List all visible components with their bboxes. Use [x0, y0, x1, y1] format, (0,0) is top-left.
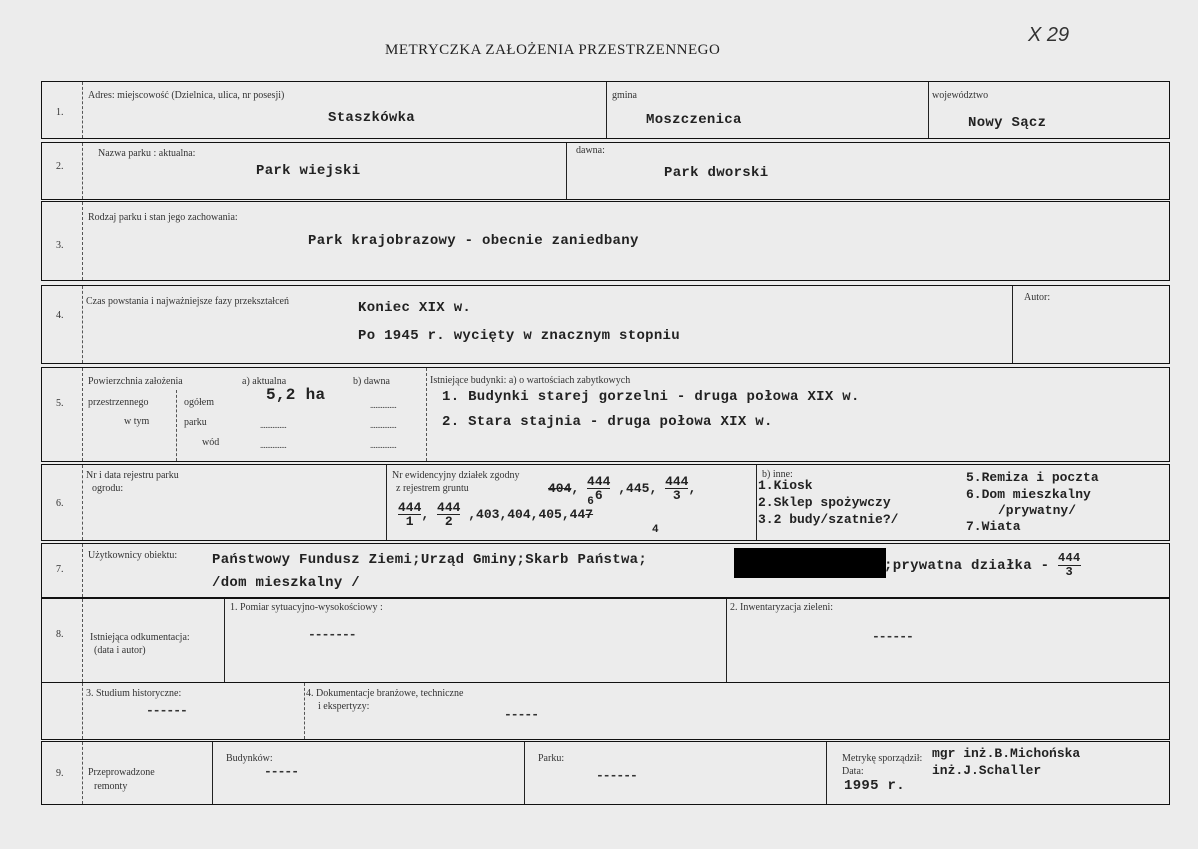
other-buildings-label: b) inne:	[762, 469, 793, 480]
other-building-2: 2.Sklep spożywczy	[758, 495, 891, 510]
park-name-label: Nazwa parku : aktualna:	[98, 148, 196, 159]
row-8-documentation	[41, 598, 1170, 682]
building-repairs-value: -----	[264, 764, 299, 779]
row-number: 3.	[56, 240, 64, 251]
building-repairs-label: Budynków:	[226, 753, 273, 764]
park-type-label: Rodzaj parku i stan jego zachowania:	[88, 212, 238, 223]
former-name-label: dawna:	[576, 145, 605, 156]
parcel-label: Nr ewidencyjny działek zgodny	[392, 470, 520, 481]
col-former-label: b) dawna	[353, 376, 390, 387]
doc-label-2: (data i autor)	[94, 645, 146, 656]
inventory-value: ------	[872, 629, 913, 644]
park-repairs-value: ------	[596, 768, 637, 783]
history-study-label: 3. Studium historyczne:	[86, 688, 182, 699]
row-number: 4.	[56, 310, 64, 321]
parcel-fraction: $\frac{444}{3}$	[665, 474, 689, 503]
author-label: Autor:	[1024, 292, 1051, 303]
park-current-dots: ...............	[260, 420, 287, 430]
gmina-label: gmina	[612, 90, 637, 101]
park-type-value: Park krajobrazowy - obecnie zaniedbany	[308, 233, 639, 249]
row-number: 9.	[56, 768, 64, 779]
history-line-2: Po 1945 r. wycięty w znacznym stopniu	[358, 328, 680, 344]
tech-docs-label: 4. Dokumentacje branżowe, techniczne	[306, 688, 464, 699]
users-value-1: Państwowy Fundusz Ziemi;Urząd Gminy;Skarb Państwa;	[212, 552, 648, 568]
row-number: 6.	[56, 498, 64, 509]
row-number: 2.	[56, 161, 64, 172]
address-value: Staszkówka	[328, 110, 416, 126]
other-building-7: 7.Wiata	[966, 519, 1021, 534]
tech-docs-label-2: i ekspertyzy:	[318, 701, 370, 712]
survey-label: 1. Pomiar sytuacyjno-wysokościowy :	[230, 602, 383, 613]
repairs-label-2: remonty	[94, 781, 128, 792]
register-label-2: ogrodu:	[92, 483, 124, 494]
tech-docs-value: -----	[504, 707, 539, 722]
other-building-3: 3.2 budy/szatnie?/	[758, 512, 899, 527]
area-current-value: 5,2 ha	[266, 386, 326, 404]
building-1: 1. Budynki starej gorzelni - druga połowa XIX w.	[442, 389, 860, 405]
wojewodztwo-label: województwo	[932, 90, 989, 101]
prepared-by-2: inż.J.Schaller	[932, 763, 1042, 778]
parcel-struck: 404	[548, 480, 572, 496]
repairs-label: Przeprowadzone	[88, 767, 155, 778]
row-number: 5.	[56, 398, 64, 409]
date-label: Data:	[842, 766, 864, 777]
register-label: Nr i data rejestru parku	[86, 470, 179, 481]
users-value-3: /dom mieszkalny /	[212, 575, 360, 591]
users-value-2	[884, 552, 1081, 579]
address-label: Adres: miejscowość (Dzielnica, ulica, nr posesji)	[88, 90, 285, 101]
row-number: 7.	[56, 564, 64, 575]
row-5-area-buildings	[41, 367, 1170, 462]
other-building-1: 1.Kiosk	[758, 478, 813, 493]
users-value-2-text: ;prywatna działka -	[884, 558, 1050, 575]
row-1-address	[41, 81, 1170, 139]
row-2-park-name	[41, 142, 1170, 200]
parcel-numbers-line-2: $\frac{444}{1}$ , $\frac{444}{2}$ ,403,404,405,447 6	[398, 495, 594, 529]
water-former-dots: ...............	[370, 440, 397, 450]
redaction-bar	[734, 548, 886, 578]
corner-mark: X 29	[1028, 24, 1070, 46]
area-label: Powierzchnia założenia	[88, 376, 183, 387]
parcel-tail: ,403,404,405,44	[468, 506, 586, 522]
wojewodztwo-value: Nowy Sącz	[968, 115, 1047, 131]
other-building-6b: /prywatny/	[998, 503, 1077, 518]
inventory-label: 2. Inwentaryzacja zieleni:	[730, 602, 833, 613]
area-label-2: przestrzennego	[88, 397, 149, 408]
gmina-value: Moszczenica	[646, 112, 742, 128]
area-label-3: w tym	[124, 416, 150, 427]
users-label: Użytkownicy obiektu:	[88, 550, 178, 561]
row-9-repairs	[41, 741, 1170, 805]
parcel-fraction: $\frac{444}{6}$	[587, 474, 611, 503]
history-study-value: ------	[146, 703, 187, 718]
parcel-mid: ,445,	[618, 480, 658, 496]
parcel-tail-under: 4	[652, 524, 659, 536]
buildings-label: Istniejące budynki: a) o wartościach zabytkowych	[430, 375, 631, 386]
parcel-tail-struck: 7	[585, 506, 594, 522]
parcel-label-2: z rejestrem gruntu	[396, 483, 469, 494]
document-title: METRYCZKA ZAŁOŻENIA PRZESTRZENNEGO	[385, 42, 721, 58]
users-fraction: $\frac{444}{3}$	[1058, 551, 1081, 579]
other-building-5: 5.Remiza i poczta	[966, 470, 1099, 485]
row-4-history	[41, 285, 1170, 364]
parcel-fraction: $\frac{444}{2}$	[437, 500, 461, 529]
water-current-dots: ...............	[260, 440, 287, 450]
area-former-dots: ...............	[370, 400, 397, 410]
doc-label: Istniejąca odkumentacja:	[90, 632, 190, 643]
park-name-value: Park wiejski	[256, 163, 361, 179]
parcel-numbers-line-1: 404, $\frac{444}{6}$ ,445, $\frac{444}{3}$ ,	[548, 474, 697, 503]
date-value: 1995 r.	[844, 778, 905, 794]
row-total-label: ogółem	[184, 397, 214, 408]
former-name-value: Park dworski	[664, 165, 769, 181]
history-label: Czas powstania i najważniejsze fazy przekształceń	[86, 296, 289, 307]
prepared-by-1: mgr inż.B.Michońska	[932, 746, 1081, 761]
row-park-label: parku	[184, 417, 207, 428]
prepared-by-label: Metrykę sporządził:	[842, 753, 923, 764]
park-repairs-label: Parku:	[538, 753, 565, 764]
row-number: 8.	[56, 629, 64, 640]
building-2: 2. Stara stajnia - druga połowa XIX w.	[442, 414, 773, 430]
row-3-park-type	[41, 201, 1170, 281]
parcel-fraction: $\frac{444}{1}$	[398, 500, 422, 529]
row-number: 1.	[56, 107, 64, 118]
parcel-tail-correction: 6	[587, 495, 594, 508]
history-line-1: Koniec XIX w.	[358, 300, 472, 316]
row-7-users	[41, 543, 1170, 598]
row-8b-studies	[41, 682, 1170, 740]
row-6-registry	[41, 464, 1170, 541]
other-building-6: 6.Dom mieszkalny	[966, 487, 1091, 502]
row-water-label: wód	[202, 437, 220, 448]
survey-value: -------	[308, 627, 356, 642]
col-current-label: a) aktualna	[242, 376, 287, 387]
park-former-dots: ...............	[370, 420, 397, 430]
